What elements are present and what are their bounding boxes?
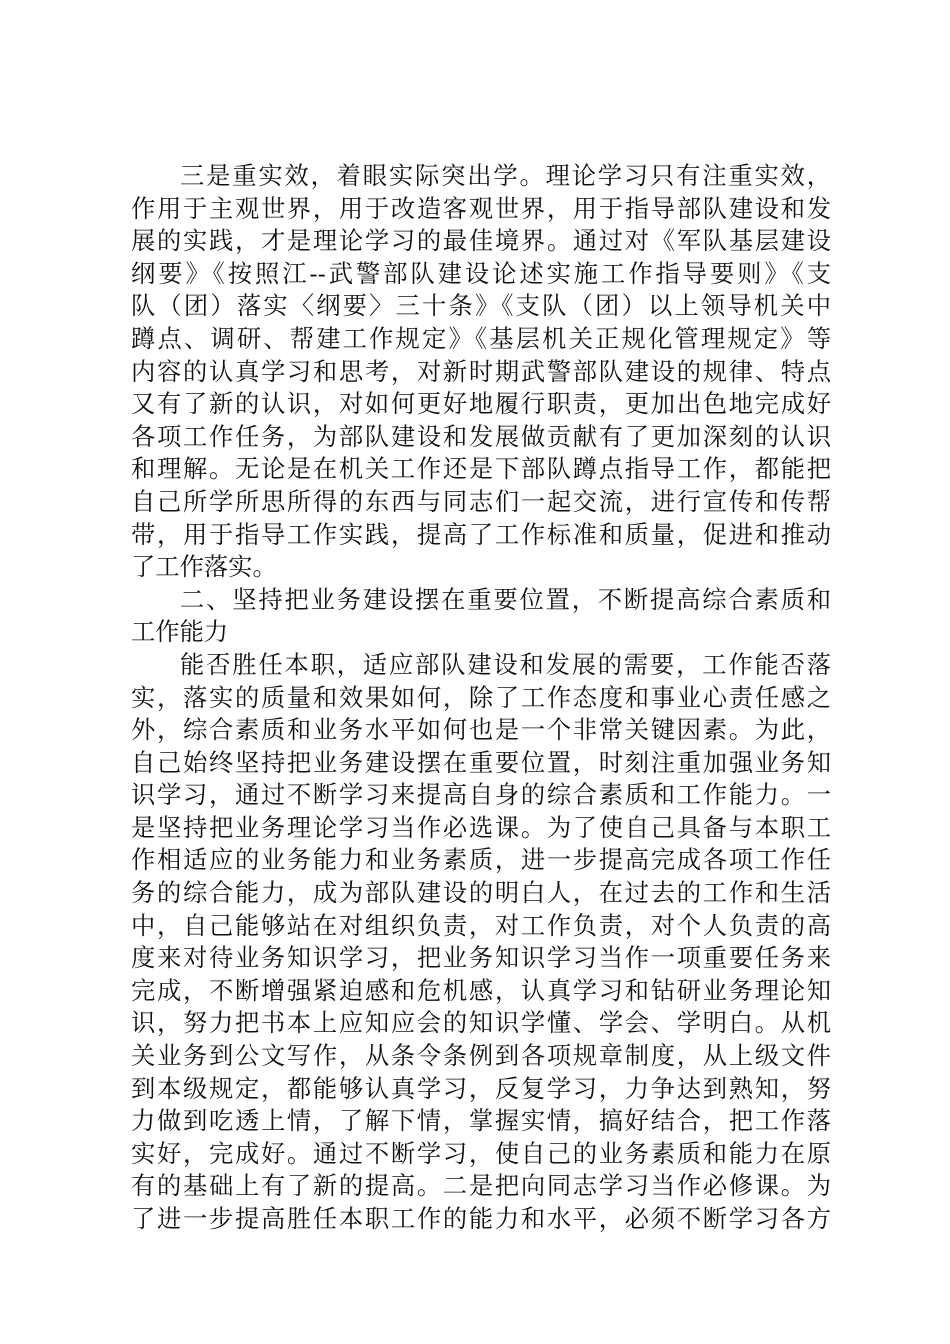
document-body <box>131 160 831 1236</box>
paragraph-line: 中，自己能够站在对组织负责，对工作负责，对个人负责的高 <box>131 910 831 940</box>
section-heading-line: 二、坚持把业务建设摆在重要位置，不断提高综合素质和 <box>180 584 831 614</box>
paragraph-line: 内容的认真学习和思考，对新时期武警部队建设的规律、特点 <box>131 356 831 386</box>
paragraph-line: 队（团）落实〈纲要〉三十条》《支队（团）以上领导机关中 <box>131 291 831 321</box>
paragraph-line: 带，用于指导工作实践，提高了工作标准和质量，促进和推动 <box>131 519 831 549</box>
paragraph-line: 实，落实的质量和效果如何，除了工作态度和事业心责任感之 <box>131 682 831 712</box>
paragraph-line: 实好，完成好。通过不断学习，使自己的业务素质和能力在原 <box>131 1138 831 1168</box>
paragraph-line: 展的实践，才是理论学习的最佳境界。通过对《军队基层建设 <box>131 226 831 256</box>
paragraph-line: 又有了新的认识，对如何更好地履行职责，更加出色地完成好 <box>131 389 831 419</box>
paragraph-line: 三是重实效，着眼实际突出学。理论学习只有注重实效， <box>180 161 831 190</box>
paragraph-line: 务的综合能力，成为部队建设的明白人，在过去的工作和生活 <box>131 878 831 908</box>
paragraph-line: 到本级规定，都能够认真学习，反复学习，力争达到熟知，努 <box>131 1073 831 1103</box>
section-heading-line: 工作能力 <box>131 617 229 647</box>
paragraph-line: 度来对待业务知识学习，把业务知识学习当作一项重要任务来 <box>131 943 831 973</box>
paragraph-line: 能否胜任本职，适应部队建设和发展的需要，工作能否落 <box>180 649 831 679</box>
paragraph-line: 识学习，通过不断学习来提高自身的综合素质和工作能力。一 <box>131 780 831 810</box>
paragraph-line: 外，综合素质和业务水平如何也是一个非常关键因素。为此， <box>131 715 831 745</box>
paragraph-line: 和理解。无论是在机关工作还是下部队蹲点指导工作，都能把 <box>131 454 831 484</box>
paragraph-line: 关业务到公文写作，从条令条例到各项规章制度，从上级文件 <box>131 1041 831 1071</box>
paragraph-line: 自己始终坚持把业务建设摆在重要位置，时刻注重加强业务知 <box>131 747 831 777</box>
paragraph-line: 各项工作任务，为部队建设和发展做贡献有了更加深刻的认识 <box>131 421 831 451</box>
paragraph-line: 是坚持把业务理论学习当作必选课。为了使自己具备与本职工 <box>131 812 831 842</box>
paragraph-line: 纲要》《按照江--武警部队建设论述实施工作指导要则》《支 <box>131 258 831 288</box>
paragraph-line: 蹲点、调研、帮建工作规定》《基层机关正规化管理规定》等 <box>131 323 831 353</box>
paragraph-line: 有的基础上有了新的提高。二是把向同志学习当作必修课。为 <box>131 1171 831 1201</box>
paragraph-line: 识，努力把书本上应知应会的知识学懂、学会、学明白。从机 <box>131 1008 831 1038</box>
paragraph-line: 作相适应的业务能力和业务素质，进一步提高完成各项工作任 <box>131 845 831 875</box>
paragraph-line: 力做到吃透上情，了解下情，掌握实情，搞好结合，把工作落 <box>131 1106 831 1136</box>
paragraph-line: 自己所学所思所得的东西与同志们一起交流，进行宣传和传帮 <box>131 486 831 516</box>
paragraph-line: 完成，不断增强紧迫感和危机感，认真学习和钻研业务理论知 <box>131 975 831 1005</box>
paragraph-line: 了进一步提高胜任本职工作的能力和水平，必须不断学习各方 <box>131 1204 831 1233</box>
paragraph-line: 了工作落实。 <box>131 552 277 582</box>
paragraph-line: 作用于主观世界，用于改造客观世界，用于指导部队建设和发 <box>131 193 831 223</box>
